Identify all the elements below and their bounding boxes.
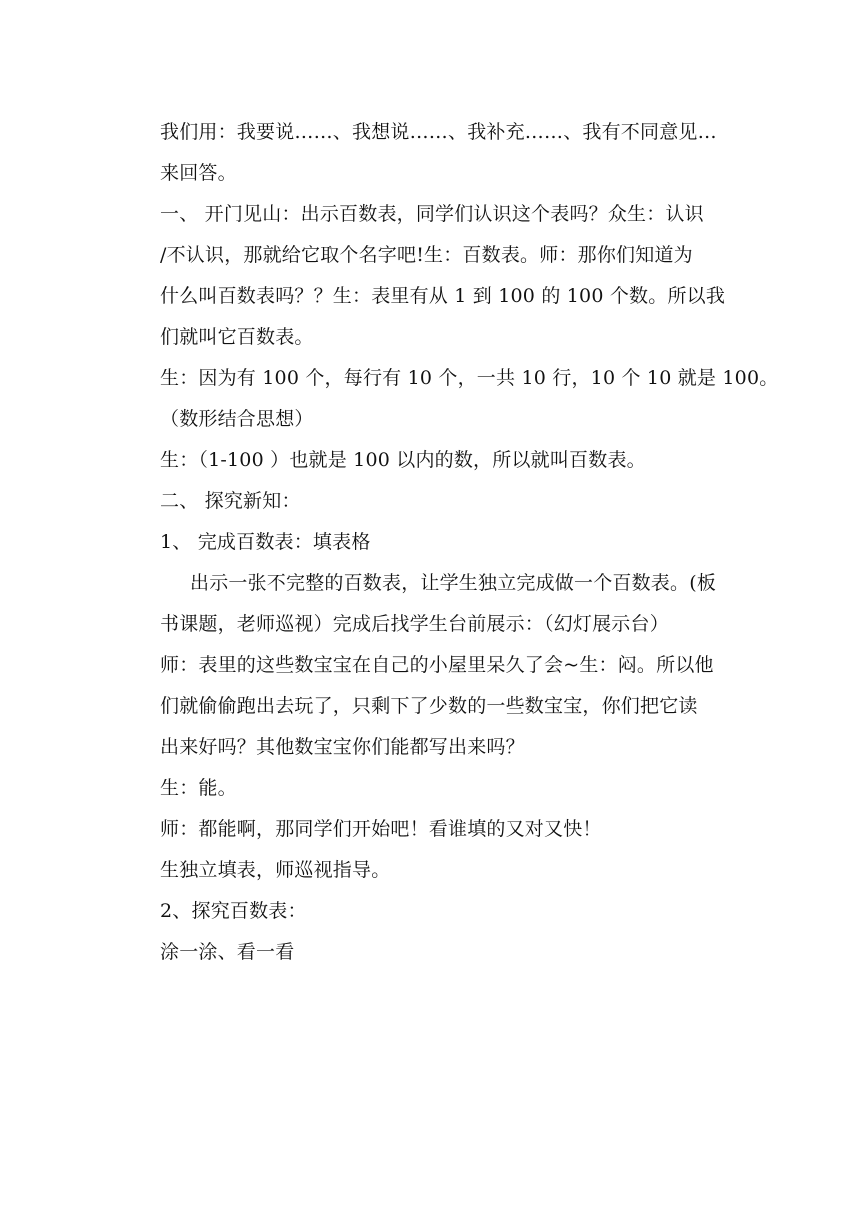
text-line: 我们用：我要说……、我想说……、我补充……、我有不同意见… (160, 121, 717, 143)
text-line: 生：能。 (160, 777, 237, 799)
text-line: 涂一涂、看一看 (160, 941, 295, 963)
text-line: （数形结合思想） (160, 408, 314, 430)
section-heading: 二、 探究新知： (160, 490, 301, 512)
text-line: 们就叫它百数表。 (160, 326, 314, 348)
text-line: 出来好吗？其他数宝宝你们能都写出来吗？ (160, 736, 525, 758)
text-line: 们就偷偷跑出去玩了，只剩下了少数的一些数宝宝，你们把它读 (160, 695, 698, 717)
text-line: 来回答。 (160, 162, 237, 184)
text-line: 生：因为有 100 个，每行有 10 个，一共 10 行，10 个 10 就是 100。 (160, 367, 779, 389)
text-line: 生独立填表，师巡视指导。 (160, 859, 391, 881)
text-line: 出示一张不完整的百数表，让学生独立完成做一个百数表。(板 (190, 572, 717, 594)
document-body (160, 112, 779, 973)
text-line: 书课题，老师巡视）完成后找学生台前展示：（幻灯展示台） (160, 613, 669, 635)
text-line: 师：都能啊，那同学们开始吧！看谁填的又对又快！ (160, 818, 602, 840)
section-heading: 一、 开门见山：出示百数表，同学们认识这个表吗？众生：认识 (160, 203, 704, 225)
text-line: 师：表里的这些数宝宝在自己的小屋里呆久了会~生：闷。所以他 (160, 654, 714, 676)
text-line: 生：（1-100 ）也就是 100 以内的数，所以就叫百数表。 (160, 449, 646, 471)
text-line: /不认识，那就给它取个名字吧!生：百数表。师：那你们知道为 (160, 244, 693, 266)
subsection-heading: 2、探究百数表： (160, 900, 307, 922)
subsection-heading: 1、 完成百数表：填表格 (160, 531, 371, 553)
text-line: 什么叫百数表吗？？生：表里有从 1 到 100 的 100 个数。所以我 (160, 285, 726, 307)
